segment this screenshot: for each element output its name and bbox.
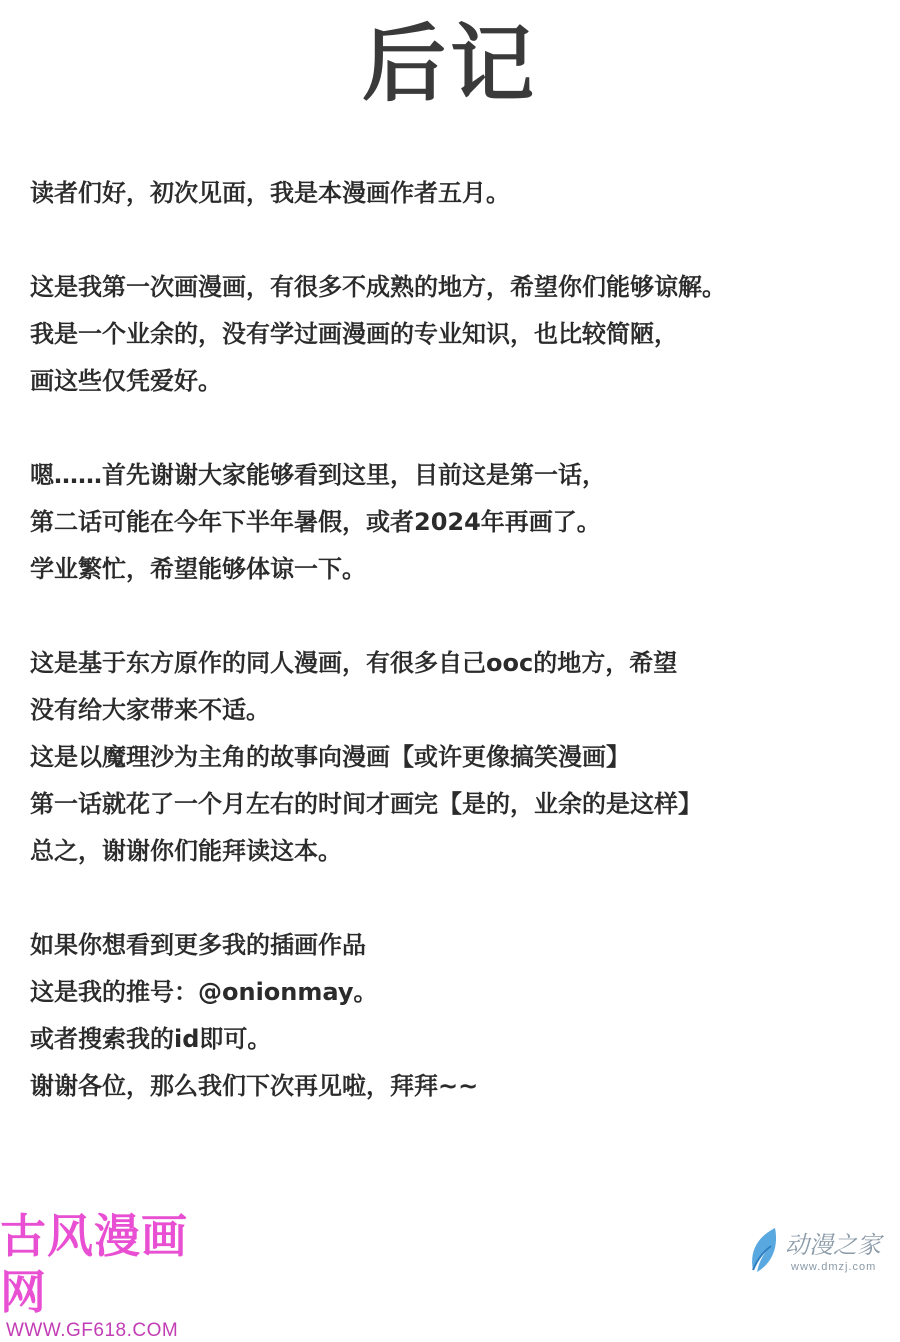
watermark-left-url: WWW.GF618.COM xyxy=(6,1320,179,1341)
text-line: 这是以魔理沙为主角的故事向漫画【或许更像搞笑漫画】 xyxy=(30,743,630,771)
watermark-left xyxy=(0,1208,220,1342)
text-line: 这是我第一次画漫画，有很多不成熟的地方，希望你们能够谅解。 xyxy=(30,273,726,301)
afterword-body xyxy=(30,170,870,1110)
watermark-right-url: www.dmzj.com xyxy=(791,1261,877,1273)
text-line: 读者们好，初次见面，我是本漫画作者五月。 xyxy=(30,179,510,207)
text-line: 我是一个业余的，没有学过画漫画的专业知识，也比较简陋， xyxy=(30,320,678,348)
text-line: 或者搜索我的id即可。 xyxy=(30,1025,272,1053)
paragraph-gap xyxy=(30,875,870,922)
text-line: 这是我的推号：@onionmay。 xyxy=(30,978,378,1006)
watermark-left-name: 古风漫画网 xyxy=(0,1209,188,1319)
text-line: 画这些仅凭爱好。 xyxy=(30,367,222,395)
text-line: 没有给大家带来不适。 xyxy=(30,696,270,724)
text-line: 第二话可能在今年下半年暑假，或者2024年再画了。 xyxy=(30,508,601,536)
text-line: 总之，谢谢你们能拜读这本。 xyxy=(30,837,342,865)
watermark-right xyxy=(745,1226,895,1282)
text-line: 这是基于东方原作的同人漫画，有很多自己ooc的地方，希望 xyxy=(30,649,678,677)
paragraph-gap xyxy=(30,593,870,640)
text-line: 如果你想看到更多我的插画作品 xyxy=(30,931,366,959)
feather-logo-icon xyxy=(745,1226,781,1276)
paragraph-gap xyxy=(30,405,870,452)
text-line: 嗯……首先谢谢大家能够看到这里，目前这是第一话， xyxy=(30,461,606,489)
text-line: 谢谢各位，那么我们下次再见啦，拜拜~~ xyxy=(30,1072,479,1100)
text-line: 学业繁忙，希望能够体谅一下。 xyxy=(30,555,366,583)
page-title: 后记 xyxy=(361,15,538,113)
paragraph-gap xyxy=(30,217,870,264)
watermark-right-name: 动漫之家 xyxy=(785,1231,881,1259)
text-line: 第一话就花了一个月左右的时间才画完【是的，业余的是这样】 xyxy=(30,790,702,818)
